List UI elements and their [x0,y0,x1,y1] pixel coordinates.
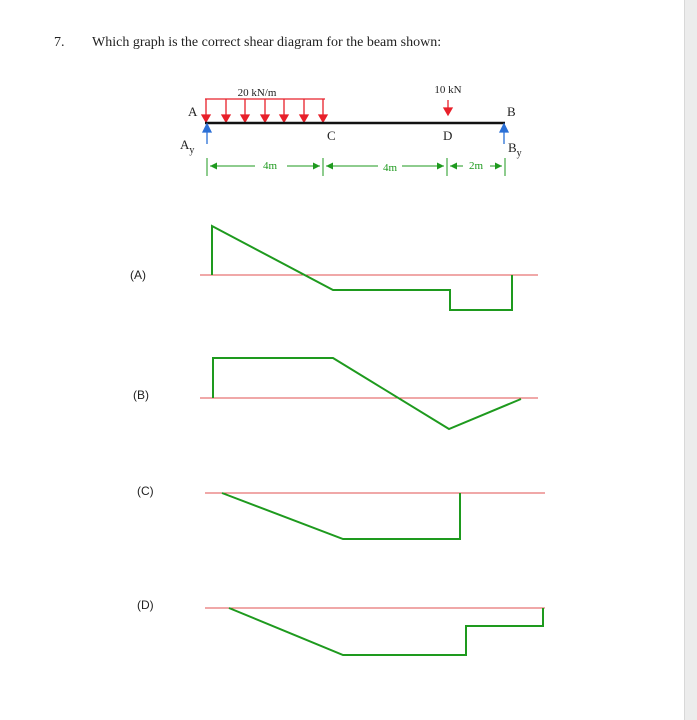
distributed-load-arrows [202,99,327,122]
point-label-b: B [507,104,516,119]
point-label-c: C [327,128,336,143]
option-a-shear-curve [212,226,512,310]
option-b-label[interactable]: (B) [133,388,149,402]
option-b-shear-curve [213,358,521,429]
option-d-diagram[interactable] [205,608,545,655]
point-label-a: A [188,104,198,119]
option-a-label[interactable]: (A) [130,268,146,282]
dimension-label-3: 2m [468,160,484,172]
option-d-label[interactable]: (D) [137,598,154,612]
beam-figure [180,84,522,176]
option-b-diagram[interactable] [200,358,538,429]
point-label-d: D [443,128,453,143]
option-c-shear-curve [222,493,460,539]
option-d-shear-curve [229,608,543,655]
reaction-arrow-b [500,124,508,144]
dimension-line [207,158,505,176]
dimension-label-2: 4m [382,162,398,174]
reaction-label-ay: $A_y$ [180,137,195,156]
reaction-label-by: $B_y$ [508,140,522,159]
question-number: 7. [54,35,65,50]
question-text: Which graph is the correct shear diagram for the beam shown: [92,35,442,50]
option-c-diagram[interactable] [205,493,545,539]
point-load-arrow [444,100,452,115]
reaction-arrow-a [203,124,211,144]
dimension-label-1: 4m [262,160,278,172]
option-c-label[interactable]: (C) [137,484,154,498]
distributed-load-label: 20 kN/m [237,87,277,99]
point-load-label: 10 kN [434,84,462,96]
option-a-diagram[interactable] [200,226,538,310]
